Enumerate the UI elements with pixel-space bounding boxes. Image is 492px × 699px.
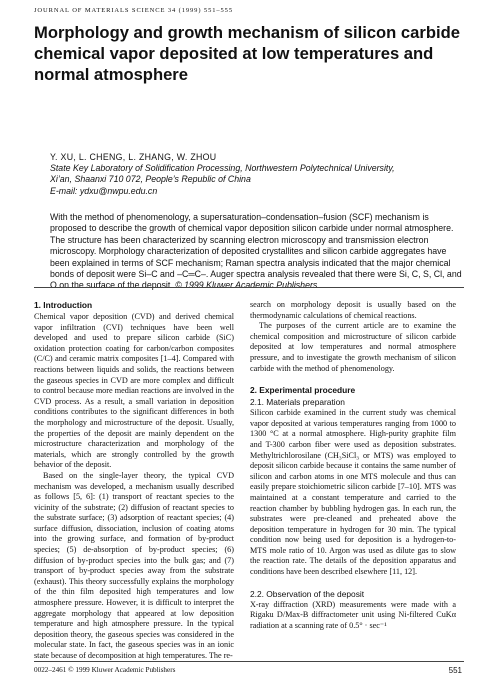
intro-purpose-paragraph: The purposes of the current article are to examine the chemical composition and microstructure of silicon carbide deposited at low temperatures and normal atmosphere pressure, and to investigate the growth mechanism of silicon carbide with the method of phenomenology.: [250, 321, 456, 373]
article-title: Morphology and growth mechanism of silicon carbide chemical vapor deposited at low temperatures and normal atmosphere: [34, 23, 460, 84]
intro-paragraph: Based on the single-layer theory, the typical CVD mechanism was developed, a mechanism usually described as follows [5, 6]: (1) transport of reactant species to the vicinity of the substrate; (2) diffusion of reactant species to the substrate surface; (3) adsorption of reactant species; (4) surface diffusion, dissociation, inclusion of coating atoms into the growing surface, and formation of by-product species; (5) de-absorption of by-product species; (6) diffusion of by-product species into the bulk gas; and (7) transport of by-product species away from the substrate (exhaust). This theory successfully explains the morphology of the thin film deposited high temperatures and low atmosphere pressure. However, it is difficult to interpret the aggregate morphology that appeared at low deposition temperature and high atmosphere pressure. In the typical deposition theory, the gaseous species was considered in the molecular state. In fact, the gaseous species was in an ionic state because of decomposition at high temperatures. The re-: [34, 470, 234, 660]
author-names: Y. XU, L. CHENG, L. ZHANG, W. ZHOU: [50, 152, 217, 162]
author-email: E-mail: ydxu@nwpu.edu.cn: [50, 185, 158, 196]
footer-divider: [34, 661, 464, 662]
affiliation: State Key Laboratory of Solidification Processing, Northwestern Polytechnical University,: [50, 163, 395, 174]
running-header: JOURNAL OF MATERIALS SCIENCE 34 (1999) 551–555: [34, 7, 233, 14]
abstract: [50, 212, 462, 292]
abstract-divider: [34, 287, 464, 288]
footer-publisher: 0022–2461 © 1999 Kluwer Academic Publishers: [34, 666, 176, 674]
page-number: 551: [448, 666, 462, 675]
author-block: [50, 152, 470, 197]
affiliation-address: Xi’an, Shaanxi 710 072, People’s Republic of China: [50, 174, 251, 185]
intro-paragraph: Chemical vapor deposition (CVD) and derived chemical vapor infiltration (CVI) techniques have been well developed and used to prepare silicon carbide (SiC) oxidation protection coating for carbon/carbon composites (C/C) and ceramic matrix composites [1–4]. Compared with reactions between liquids and solids, the reactions between the gaseous species in CVD are more complex and difficult to control because more median reactions are involved in the CVD process. As a result, a small variation in deposition conditions contributes to the significant differences in both the morphology and microstructure of the deposit. Usually, the properties of the deposit are mainly dependent on the microstructure characterization and morphology of the materials, which are strongly controlled by the growth behavior of the deposit.: [34, 312, 234, 470]
intro-continuation: search on morphology deposit is usually based on the thermodynamic calculations of chemical reactions.: [250, 300, 456, 320]
section-heading-experimental: 2. Experimental procedure: [250, 385, 356, 396]
section-heading-introduction: 1. Introduction: [34, 300, 93, 310]
subsection-heading-materials: 2.1. Materials preparation: [250, 397, 345, 408]
abstract-text: With the method of phenomenology, a supersaturation–condensation–fusion (SCF) mechanism is proposed to describe the growth of chemical vapor deposition silicon carbide under normal atmosphere. The structure has been characterized by scanning electron microscopy and transmission electron microscopy. Morphology characterization of deposited crystallites and silicon carbide aggregates have been explained in terms of SCF mechanism; Raman spectra analysis indicated that the major chemical bonds of deposit were Si–C and –C═C–. Auger spectra analysis revealed that there were Si, C, S, Cl, and O on the surface of the deposit.: [50, 212, 462, 291]
abstract-copyright: © 1999 Kluwer Academic Publishers: [175, 280, 318, 291]
materials-paragraph: Silicon carbide examined in the current study was chemical vapor deposited at various temperatures ranging from 1000 to 1300 °C at a normal atmosphere. High-purity graphite film and T-300 carbon fiber were used as deposition substrates. Methyltrichlorosilane (CH₃SiCl₃ or MTS) was employed to deposit silicon carbide because it contains the same number of silicon and carbon atoms in one MTS molecule and thus can easily prepare stoichiometric silicon carbide [7–10]. MTS was maintained at a constant temperature and carried to the reaction chamber by bubbling hydrogen gas. In each run, the substrates were pre-cleaned and preheated above the deposition temperature in hydrogen for 30 min. The typical condition now being used for deposition is a hydrogen-to-MTS mole ratio of 10. Argon was used as dilute gas to slow the reaction rate. The details of the deposition apparatus and conditions have been described elsewhere [11, 12].: [250, 408, 456, 577]
observation-paragraph: X-ray diffraction (XRD) measurements were made with a Rigaku D/Max-B diffractometer unit using Ni-filtered CuKα radiation at a scanning rate of 0.5° · sec⁻¹: [250, 599, 456, 630]
left-column: [34, 300, 234, 662]
right-column: [250, 300, 456, 631]
subsection-heading-observation: 2.2. Observation of the deposit: [250, 588, 365, 599]
